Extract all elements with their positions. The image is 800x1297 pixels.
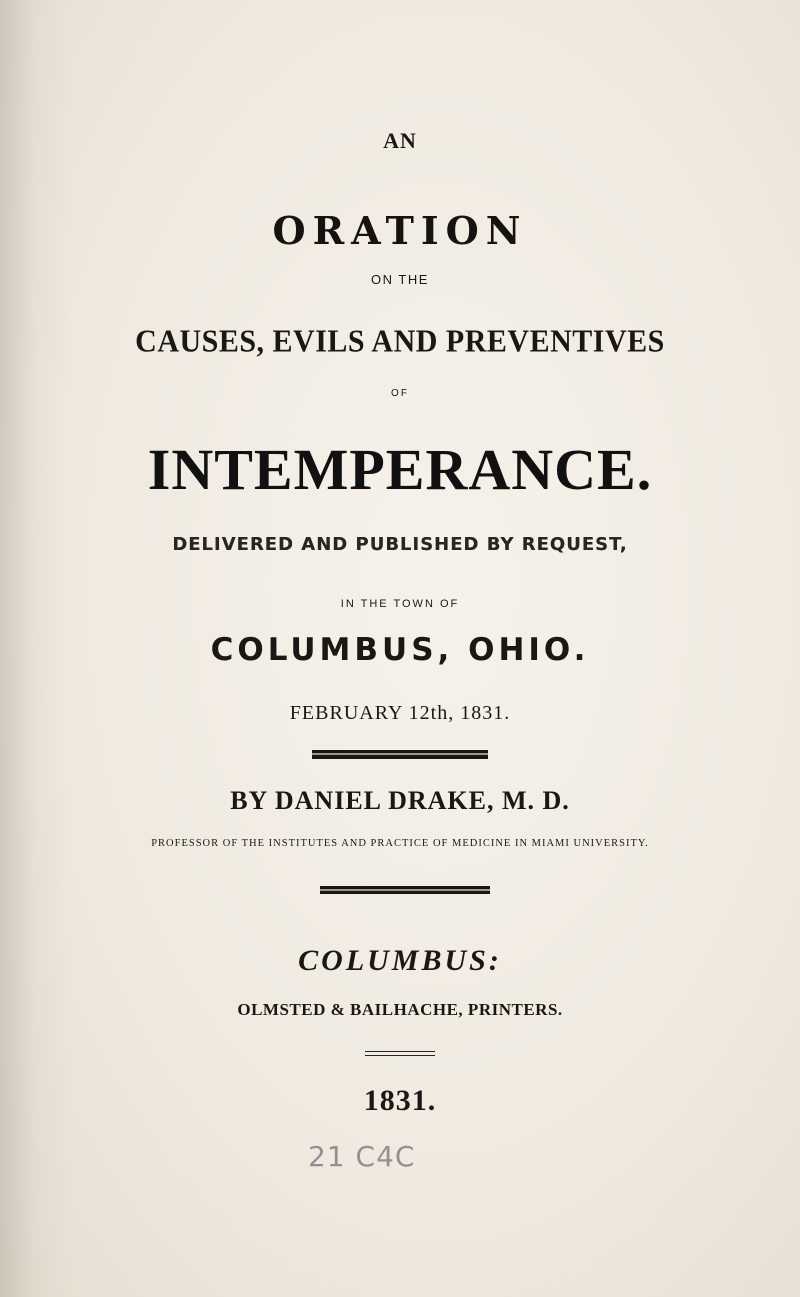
heading-an: AN xyxy=(383,128,417,153)
delivered-line: DELIVERED AND PUBLISHED BY REQUEST, xyxy=(172,534,628,555)
place-line: COLUMBUS, OHIO. xyxy=(210,632,590,668)
author-profession: PROFESSOR OF THE INSTITUTES AND PRACTICE OF MEDICINE IN MIAMI UNIVERSITY. xyxy=(151,838,649,849)
in-the-town-of-line: IN THE TOWN OF xyxy=(340,598,460,610)
ornamental-rule-bottom xyxy=(320,886,490,894)
date-line: FEBRUARY 12th, 1831. xyxy=(289,702,511,724)
short-rule-bottom xyxy=(365,1055,435,1056)
imprint-city: COLUMBUS: xyxy=(298,944,502,977)
handwritten-shelfmark: 21 C4C xyxy=(308,1140,416,1173)
heading-of: OF xyxy=(391,388,409,399)
heading-oration: ORATION xyxy=(272,208,528,253)
heading-subject: CAUSES, EVILS AND PREVENTIVES xyxy=(135,324,665,359)
imprint-year: 1831. xyxy=(363,1084,437,1117)
short-rule-top xyxy=(365,1051,435,1052)
main-title: INTEMPERANCE. xyxy=(147,437,653,502)
author-line: BY DANIEL DRAKE, M. D. xyxy=(230,786,570,815)
ornamental-rule-top xyxy=(312,750,488,759)
handwritten-signature xyxy=(455,40,800,130)
heading-on-the: ON THE xyxy=(371,272,429,287)
imprint-printers: OLMSTED & BAILHACHE, PRINTERS. xyxy=(237,1000,563,1019)
